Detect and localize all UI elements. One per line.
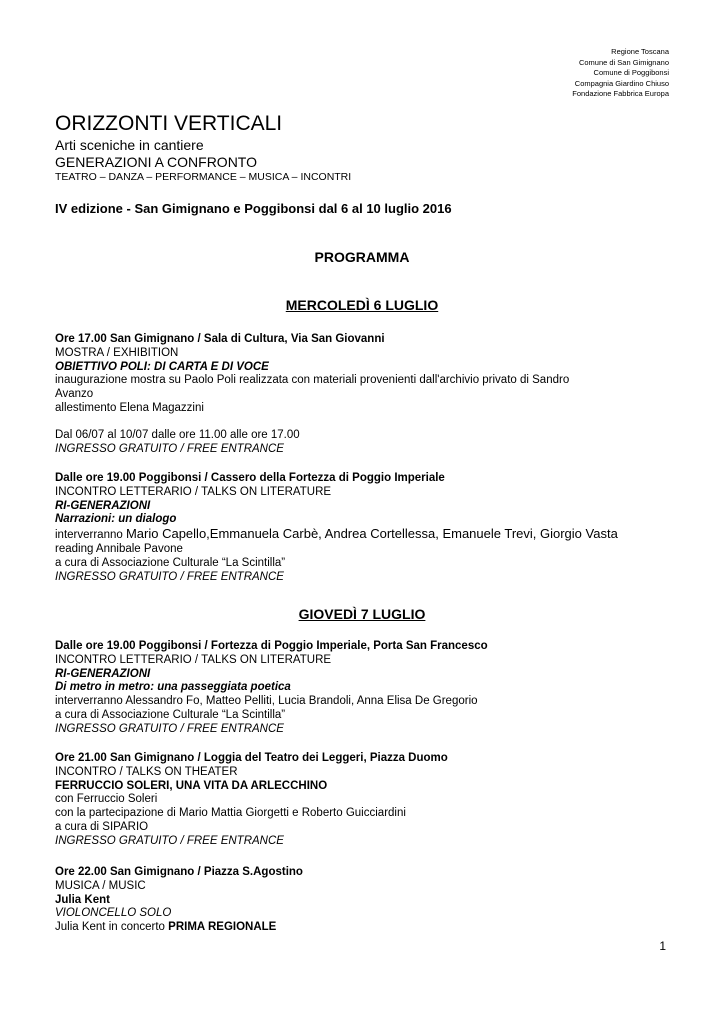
- event-time-place: Ore 21.00 San Gimignano / Loggia del Teatro dei Leggeri, Piazza Duomo: [55, 752, 448, 764]
- sponsor-list: [572, 47, 669, 100]
- event-category: INCONTRO LETTERARIO / TALKS ON LITERATURE: [55, 485, 332, 498]
- event-series: RI-GENERAZIONI: [55, 667, 151, 680]
- subtitle: GENERAZIONI A CONFRONTO: [55, 154, 257, 170]
- event-participation: con la partecipazione di Mario Mattia Giorgetti e Roberto Guicciardini: [55, 807, 406, 820]
- event-title: Di metro in metro: una passeggiata poetica: [55, 681, 291, 694]
- event-title: FERRUCCIO SOLERI, UNA VITA DA ARLECCHINO: [55, 779, 328, 792]
- event-description: inaugurazione mostra su Paolo Poli realizzata con materiali provenienti dall'archivio privato di Sandro: [55, 374, 570, 387]
- event-category: INCONTRO / TALKS ON THEATER: [55, 765, 238, 778]
- event-concert: [55, 921, 635, 935]
- event-category: MUSICA / MUSIC: [55, 879, 146, 892]
- event-title: Narrazioni: un dialogo: [55, 513, 177, 526]
- event-dates: Dal 06/07 al 10/07 dalle ore 11.00 alle ore 17.00: [55, 428, 300, 441]
- event-time-place: Dalle ore 19.00 Poggibonsi / Fortezza di Poggio Imperiale, Porta San Francesco: [55, 640, 488, 652]
- speakers-names: Mario Capello,Emmanuela Carbè, Andrea Cortellessa, Emanuele Trevi, Giorgio Vasta: [125, 526, 618, 542]
- sponsor-line: Comune di Poggibonsi: [593, 68, 669, 77]
- event-with: con Ferruccio Soleri: [55, 793, 158, 806]
- event-block: [55, 472, 635, 584]
- event-time-place: Dalle ore 19.00 Poggibonsi / Cassero della Fortezza di Poggio Imperiale: [55, 472, 445, 484]
- event-reading: reading Annibale Pavone: [55, 542, 183, 555]
- event-curated: a cura di Associazione Culturale “La Scintilla”: [55, 708, 286, 721]
- concert-prefix: Julia Kent in concerto: [55, 921, 169, 934]
- event-entry: INGRESSO GRATUITO / FREE ENTRANCE: [55, 722, 284, 735]
- event-entry: INGRESSO GRATUITO / FREE ENTRANCE: [55, 834, 284, 847]
- event-category: INCONTRO LETTERARIO / TALKS ON LITERATURE: [55, 653, 332, 666]
- edition-line: IV edizione - San Gimignano e Poggibonsi dal 6 al 10 luglio 2016: [55, 201, 452, 216]
- document-header: [55, 111, 675, 184]
- event-speakers: [55, 527, 635, 543]
- event-block: [55, 866, 635, 935]
- event-setup: allestimento Elena Magazzini: [55, 401, 204, 414]
- sponsor-line: Regione Toscana: [611, 47, 669, 56]
- day-heading: GIOVEDÌ 7 LUGLIO: [298, 606, 426, 622]
- event-title: OBIETTIVO POLI: DI CARTA E DI VOCE: [55, 360, 269, 373]
- event-block: [55, 640, 635, 737]
- event-time-place: Ore 22.00 San Gimignano / Piazza S.Agostino: [55, 866, 303, 878]
- event-series: RI-GENERAZIONI: [55, 499, 151, 512]
- day-heading: MERCOLEDÌ 6 LUGLIO: [285, 297, 439, 313]
- event-entry: INGRESSO GRATUITO / FREE ENTRANCE: [55, 442, 284, 455]
- page-number: 1: [659, 939, 666, 953]
- sponsor-line: Compagnia Giardino Chiuso: [574, 78, 669, 88]
- event-block: [55, 333, 635, 456]
- sponsor-line: Fondazione Fabbrica Europa: [572, 89, 669, 98]
- event-curated: a cura di SIPARIO: [55, 820, 149, 833]
- subtitle: Arti sceniche in cantiere: [55, 137, 204, 153]
- speakers-prefix: interverranno: [55, 529, 126, 542]
- event-entry: INGRESSO GRATUITO / FREE ENTRANCE: [55, 570, 284, 583]
- concert-note: PRIMA REGIONALE: [168, 921, 277, 934]
- event-curated: a cura di Associazione Culturale “La Scintilla”: [55, 556, 286, 569]
- event-artist: Julia Kent: [55, 893, 110, 906]
- event-time-place: Ore 17.00 San Gimignano / Sala di Cultura, Via San Giovanni: [55, 333, 385, 345]
- event-speakers: interverranno Alessandro Fo, Matteo Pelliti, Lucia Brandoli, Anna Elisa De Gregorio: [55, 695, 478, 708]
- sponsor-line: Comune di San Gimignano: [578, 57, 669, 67]
- page-title: ORIZZONTI VERTICALI: [55, 112, 283, 135]
- event-title: VIOLONCELLO SOLO: [55, 907, 172, 920]
- programma-heading: PROGRAMMA: [314, 249, 410, 265]
- event-block: [55, 752, 635, 849]
- tagline: TEATRO – DANZA – PERFORMANCE – MUSICA – INCONTRI: [55, 171, 352, 183]
- event-category: MOSTRA / EXHIBITION: [55, 346, 179, 359]
- event-description-cont: Avanzo: [55, 388, 94, 401]
